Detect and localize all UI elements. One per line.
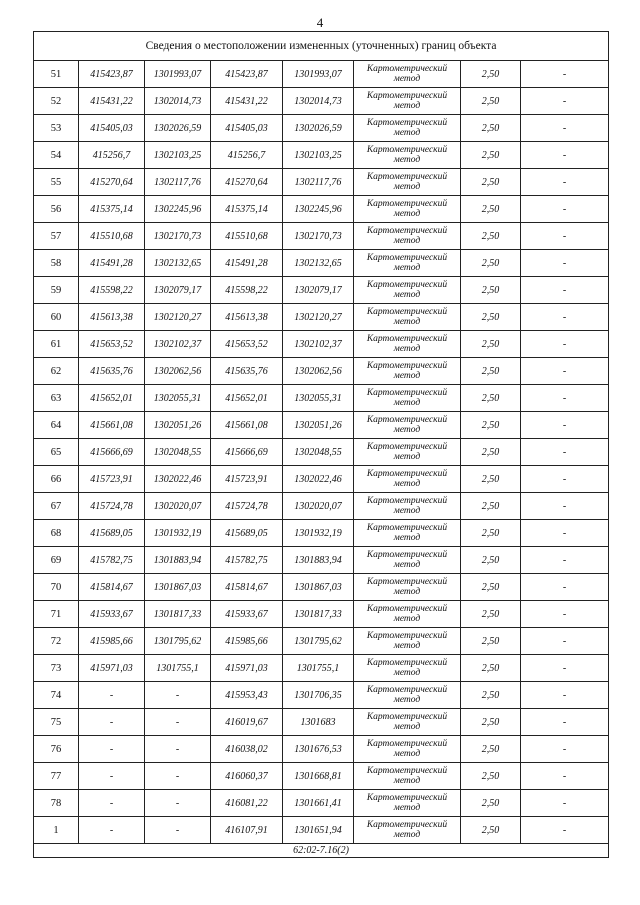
table-row — [34, 763, 609, 790]
method-cell: Картометрический метод — [354, 466, 461, 493]
accuracy-cell: 2,50 — [461, 790, 521, 817]
new-y-cell: 1301867,03 — [283, 574, 354, 601]
table-row — [34, 304, 609, 331]
existing-y-cell: 1301932,19 — [145, 520, 211, 547]
description-cell: - — [521, 250, 609, 277]
description-cell: - — [521, 439, 609, 466]
new-y-cell: 1302022,46 — [283, 466, 354, 493]
existing-y-cell: - — [145, 709, 211, 736]
table-row — [34, 250, 609, 277]
new-y-cell: 1302051,26 — [283, 412, 354, 439]
point-number-cell: 52 — [34, 88, 79, 115]
method-cell: Картометрический метод — [354, 439, 461, 466]
new-y-cell: 1301993,07 — [283, 61, 354, 88]
new-y-cell: 1301795,62 — [283, 628, 354, 655]
existing-x-cell: 415510,68 — [79, 223, 145, 250]
existing-x-cell: - — [79, 682, 145, 709]
existing-x-cell: - — [79, 763, 145, 790]
new-x-cell: 416038,02 — [211, 736, 283, 763]
point-number-cell: 57 — [34, 223, 79, 250]
point-number-cell: 51 — [34, 61, 79, 88]
description-cell: - — [521, 385, 609, 412]
new-x-cell: 415405,03 — [211, 115, 283, 142]
description-cell: - — [521, 466, 609, 493]
existing-y-cell: 1302103,25 — [145, 142, 211, 169]
accuracy-cell: 2,50 — [461, 736, 521, 763]
new-x-cell: 415613,38 — [211, 304, 283, 331]
method-cell: Картометрический метод — [354, 547, 461, 574]
new-x-cell: 415431,22 — [211, 88, 283, 115]
accuracy-cell: 2,50 — [461, 169, 521, 196]
existing-y-cell: 1302120,27 — [145, 304, 211, 331]
point-number-cell: 66 — [34, 466, 79, 493]
method-cell: Картометрический метод — [354, 358, 461, 385]
new-x-cell: 415782,75 — [211, 547, 283, 574]
boundary-coordinates-table — [33, 31, 609, 858]
description-cell: - — [521, 223, 609, 250]
point-number-cell: 68 — [34, 520, 79, 547]
table-row — [34, 682, 609, 709]
new-x-cell: 415635,76 — [211, 358, 283, 385]
existing-x-cell: 415653,52 — [79, 331, 145, 358]
new-x-cell: 415661,08 — [211, 412, 283, 439]
accuracy-cell: 2,50 — [461, 709, 521, 736]
existing-y-cell: - — [145, 790, 211, 817]
description-cell: - — [521, 601, 609, 628]
accuracy-cell: 2,50 — [461, 655, 521, 682]
existing-x-cell: 415933,67 — [79, 601, 145, 628]
new-x-cell: 415598,22 — [211, 277, 283, 304]
point-number-cell: 78 — [34, 790, 79, 817]
accuracy-cell: 2,50 — [461, 439, 521, 466]
table-row — [34, 547, 609, 574]
point-number-cell: 1 — [34, 817, 79, 844]
accuracy-cell: 2,50 — [461, 493, 521, 520]
table-row — [34, 628, 609, 655]
point-number-cell: 69 — [34, 547, 79, 574]
existing-y-cell: - — [145, 817, 211, 844]
accuracy-cell: 2,50 — [461, 142, 521, 169]
new-x-cell: 415689,05 — [211, 520, 283, 547]
new-x-cell: 416107,91 — [211, 817, 283, 844]
accuracy-cell: 2,50 — [461, 331, 521, 358]
existing-y-cell: 1302245,96 — [145, 196, 211, 223]
new-x-cell: 415653,52 — [211, 331, 283, 358]
description-cell: - — [521, 520, 609, 547]
existing-y-cell: 1301993,07 — [145, 61, 211, 88]
accuracy-cell: 2,50 — [461, 61, 521, 88]
table-row — [34, 142, 609, 169]
new-y-cell: 1301661,41 — [283, 790, 354, 817]
table-row — [34, 88, 609, 115]
existing-y-cell: 1302020,07 — [145, 493, 211, 520]
description-cell: - — [521, 655, 609, 682]
page-number: 4 — [316, 15, 324, 30]
table-row — [34, 61, 609, 88]
table-row — [34, 277, 609, 304]
point-number-cell: 73 — [34, 655, 79, 682]
method-cell: Картометрический метод — [354, 493, 461, 520]
existing-y-cell: 1302048,55 — [145, 439, 211, 466]
point-number-cell: 76 — [34, 736, 79, 763]
description-cell: - — [521, 493, 609, 520]
existing-y-cell: 1301795,62 — [145, 628, 211, 655]
existing-x-cell: - — [79, 736, 145, 763]
point-number-cell: 54 — [34, 142, 79, 169]
accuracy-cell: 2,50 — [461, 250, 521, 277]
point-number-cell: 62 — [34, 358, 79, 385]
table-row — [34, 196, 609, 223]
new-y-cell: 1302020,07 — [283, 493, 354, 520]
description-cell: - — [521, 169, 609, 196]
existing-y-cell: 1302079,17 — [145, 277, 211, 304]
point-number-cell: 71 — [34, 601, 79, 628]
point-number-cell: 63 — [34, 385, 79, 412]
table-row — [34, 223, 609, 250]
method-cell: Картометрический метод — [354, 277, 461, 304]
description-cell: - — [521, 277, 609, 304]
new-x-cell: 415814,67 — [211, 574, 283, 601]
method-cell: Картометрический метод — [354, 88, 461, 115]
method-cell: Картометрический метод — [354, 304, 461, 331]
existing-x-cell: 415971,03 — [79, 655, 145, 682]
description-cell: - — [521, 61, 609, 88]
accuracy-cell: 2,50 — [461, 412, 521, 439]
table-row — [34, 115, 609, 142]
new-y-cell: 1301683 — [283, 709, 354, 736]
table-row — [34, 493, 609, 520]
method-cell: Картометрический метод — [354, 817, 461, 844]
new-x-cell: 415491,28 — [211, 250, 283, 277]
existing-x-cell: - — [79, 709, 145, 736]
new-x-cell: 415652,01 — [211, 385, 283, 412]
description-cell: - — [521, 304, 609, 331]
table-row — [34, 601, 609, 628]
table-row — [34, 169, 609, 196]
description-cell: - — [521, 574, 609, 601]
point-number-cell: 65 — [34, 439, 79, 466]
existing-x-cell: 415814,67 — [79, 574, 145, 601]
point-number-cell: 72 — [34, 628, 79, 655]
table-row — [34, 412, 609, 439]
new-y-cell: 1302120,27 — [283, 304, 354, 331]
existing-x-cell: 415666,69 — [79, 439, 145, 466]
new-y-cell: 1301668,81 — [283, 763, 354, 790]
new-y-cell: 1301755,1 — [283, 655, 354, 682]
method-cell: Картометрический метод — [354, 61, 461, 88]
description-cell: - — [521, 547, 609, 574]
existing-y-cell: - — [145, 736, 211, 763]
existing-y-cell: 1302132,65 — [145, 250, 211, 277]
accuracy-cell: 2,50 — [461, 547, 521, 574]
method-cell: Картометрический метод — [354, 790, 461, 817]
description-cell: - — [521, 196, 609, 223]
new-y-cell: 1302117,76 — [283, 169, 354, 196]
existing-y-cell: 1302022,46 — [145, 466, 211, 493]
table-row — [34, 466, 609, 493]
accuracy-cell: 2,50 — [461, 574, 521, 601]
existing-y-cell: 1302062,56 — [145, 358, 211, 385]
point-number-cell: 74 — [34, 682, 79, 709]
existing-x-cell: 415652,01 — [79, 385, 145, 412]
existing-x-cell: 415613,38 — [79, 304, 145, 331]
existing-x-cell: 415985,66 — [79, 628, 145, 655]
new-y-cell: 1302245,96 — [283, 196, 354, 223]
existing-x-cell: 415431,22 — [79, 88, 145, 115]
method-cell: Картометрический метод — [354, 520, 461, 547]
accuracy-cell: 2,50 — [461, 520, 521, 547]
accuracy-cell: 2,50 — [461, 628, 521, 655]
new-x-cell: 415270,64 — [211, 169, 283, 196]
method-cell: Картометрический метод — [354, 169, 461, 196]
existing-x-cell: 415405,03 — [79, 115, 145, 142]
new-y-cell: 1301817,33 — [283, 601, 354, 628]
table-row — [34, 574, 609, 601]
point-number-cell: 70 — [34, 574, 79, 601]
new-x-cell: 415666,69 — [211, 439, 283, 466]
existing-y-cell: 1302055,31 — [145, 385, 211, 412]
table-row — [34, 358, 609, 385]
existing-x-cell: 415256,7 — [79, 142, 145, 169]
new-y-cell: 1302026,59 — [283, 115, 354, 142]
new-x-cell: 415723,91 — [211, 466, 283, 493]
method-cell: Картометрический метод — [354, 709, 461, 736]
existing-x-cell: 415635,76 — [79, 358, 145, 385]
point-number-cell: 58 — [34, 250, 79, 277]
table-footer-row — [34, 844, 609, 858]
existing-y-cell: 1302102,37 — [145, 331, 211, 358]
new-y-cell: 1302014,73 — [283, 88, 354, 115]
existing-x-cell: 415423,87 — [79, 61, 145, 88]
method-cell: Картометрический метод — [354, 142, 461, 169]
table-title: Сведения о местоположении измененных (уточненных) границ объекта — [34, 32, 609, 61]
method-cell: Картометрический метод — [354, 196, 461, 223]
accuracy-cell: 2,50 — [461, 385, 521, 412]
method-cell: Картометрический метод — [354, 682, 461, 709]
accuracy-cell: 2,50 — [461, 601, 521, 628]
point-number-cell: 61 — [34, 331, 79, 358]
existing-x-cell: 415491,28 — [79, 250, 145, 277]
new-y-cell: 1301932,19 — [283, 520, 354, 547]
existing-y-cell: - — [145, 763, 211, 790]
description-cell: - — [521, 358, 609, 385]
existing-x-cell: 415782,75 — [79, 547, 145, 574]
new-y-cell: 1302102,37 — [283, 331, 354, 358]
point-number-cell: 64 — [34, 412, 79, 439]
table-row — [34, 709, 609, 736]
existing-x-cell: 415270,64 — [79, 169, 145, 196]
accuracy-cell: 2,50 — [461, 88, 521, 115]
description-cell: - — [521, 88, 609, 115]
existing-y-cell: 1302026,59 — [145, 115, 211, 142]
accuracy-cell: 2,50 — [461, 115, 521, 142]
point-number-cell: 56 — [34, 196, 79, 223]
new-y-cell: 1301883,94 — [283, 547, 354, 574]
new-y-cell: 1301706,35 — [283, 682, 354, 709]
new-y-cell: 1302170,73 — [283, 223, 354, 250]
existing-x-cell: - — [79, 790, 145, 817]
method-cell: Картометрический метод — [354, 115, 461, 142]
new-x-cell: 415724,78 — [211, 493, 283, 520]
table-row — [34, 520, 609, 547]
new-y-cell: 1302048,55 — [283, 439, 354, 466]
method-cell: Картометрический метод — [354, 763, 461, 790]
method-cell: Картометрический метод — [354, 628, 461, 655]
existing-x-cell: 415661,08 — [79, 412, 145, 439]
new-x-cell: 416019,67 — [211, 709, 283, 736]
accuracy-cell: 2,50 — [461, 277, 521, 304]
existing-y-cell: 1301817,33 — [145, 601, 211, 628]
existing-x-cell: 415689,05 — [79, 520, 145, 547]
method-cell: Картометрический метод — [354, 250, 461, 277]
description-cell: - — [521, 628, 609, 655]
description-cell: - — [521, 412, 609, 439]
description-cell: - — [521, 736, 609, 763]
accuracy-cell: 2,50 — [461, 196, 521, 223]
existing-x-cell: 415375,14 — [79, 196, 145, 223]
accuracy-cell: 2,50 — [461, 466, 521, 493]
existing-y-cell: 1301755,1 — [145, 655, 211, 682]
new-x-cell: 415423,87 — [211, 61, 283, 88]
existing-y-cell: - — [145, 682, 211, 709]
accuracy-cell: 2,50 — [461, 304, 521, 331]
table-row — [34, 385, 609, 412]
point-number-cell: 75 — [34, 709, 79, 736]
new-x-cell: 415375,14 — [211, 196, 283, 223]
description-cell: - — [521, 709, 609, 736]
point-number-cell: 53 — [34, 115, 79, 142]
table-row — [34, 331, 609, 358]
existing-x-cell: - — [79, 817, 145, 844]
existing-y-cell: 1302014,73 — [145, 88, 211, 115]
existing-y-cell: 1302051,26 — [145, 412, 211, 439]
new-x-cell: 415953,43 — [211, 682, 283, 709]
point-number-cell: 59 — [34, 277, 79, 304]
method-cell: Картометрический метод — [354, 331, 461, 358]
description-cell: - — [521, 142, 609, 169]
point-number-cell: 77 — [34, 763, 79, 790]
existing-y-cell: 1302117,76 — [145, 169, 211, 196]
existing-x-cell: 415598,22 — [79, 277, 145, 304]
new-y-cell: 1302055,31 — [283, 385, 354, 412]
new-x-cell: 415256,7 — [211, 142, 283, 169]
description-cell: - — [521, 331, 609, 358]
method-cell: Картометрический метод — [354, 412, 461, 439]
new-y-cell: 1301676,53 — [283, 736, 354, 763]
method-cell: Картометрический метод — [354, 601, 461, 628]
table-title-row — [34, 32, 609, 61]
point-number-cell: 60 — [34, 304, 79, 331]
new-x-cell: 415510,68 — [211, 223, 283, 250]
table-row — [34, 655, 609, 682]
point-number-cell: 67 — [34, 493, 79, 520]
existing-x-cell: 415723,91 — [79, 466, 145, 493]
method-cell: Картометрический метод — [354, 385, 461, 412]
accuracy-cell: 2,50 — [461, 358, 521, 385]
existing-y-cell: 1301883,94 — [145, 547, 211, 574]
new-x-cell: 416060,37 — [211, 763, 283, 790]
accuracy-cell: 2,50 — [461, 223, 521, 250]
description-cell: - — [521, 682, 609, 709]
description-cell: - — [521, 115, 609, 142]
table-row — [34, 439, 609, 466]
method-cell: Картометрический метод — [354, 655, 461, 682]
new-x-cell: 415985,66 — [211, 628, 283, 655]
point-number-cell: 55 — [34, 169, 79, 196]
description-cell: - — [521, 817, 609, 844]
existing-y-cell: 1302170,73 — [145, 223, 211, 250]
new-y-cell: 1302132,65 — [283, 250, 354, 277]
method-cell: Картометрический метод — [354, 574, 461, 601]
accuracy-cell: 2,50 — [461, 817, 521, 844]
table-row — [34, 736, 609, 763]
description-cell: - — [521, 790, 609, 817]
existing-x-cell: 415724,78 — [79, 493, 145, 520]
new-x-cell: 415971,03 — [211, 655, 283, 682]
accuracy-cell: 2,50 — [461, 763, 521, 790]
new-y-cell: 1302062,56 — [283, 358, 354, 385]
new-y-cell: 1302079,17 — [283, 277, 354, 304]
description-cell: - — [521, 763, 609, 790]
existing-y-cell: 1301867,03 — [145, 574, 211, 601]
method-cell: Картометрический метод — [354, 223, 461, 250]
new-y-cell: 1302103,25 — [283, 142, 354, 169]
method-cell: Картометрический метод — [354, 736, 461, 763]
table-row — [34, 817, 609, 844]
new-y-cell: 1301651,94 — [283, 817, 354, 844]
cadastral-number-footer: 62:02-7.16(2) — [34, 844, 609, 858]
new-x-cell: 415933,67 — [211, 601, 283, 628]
accuracy-cell: 2,50 — [461, 682, 521, 709]
new-x-cell: 416081,22 — [211, 790, 283, 817]
table-row — [34, 790, 609, 817]
